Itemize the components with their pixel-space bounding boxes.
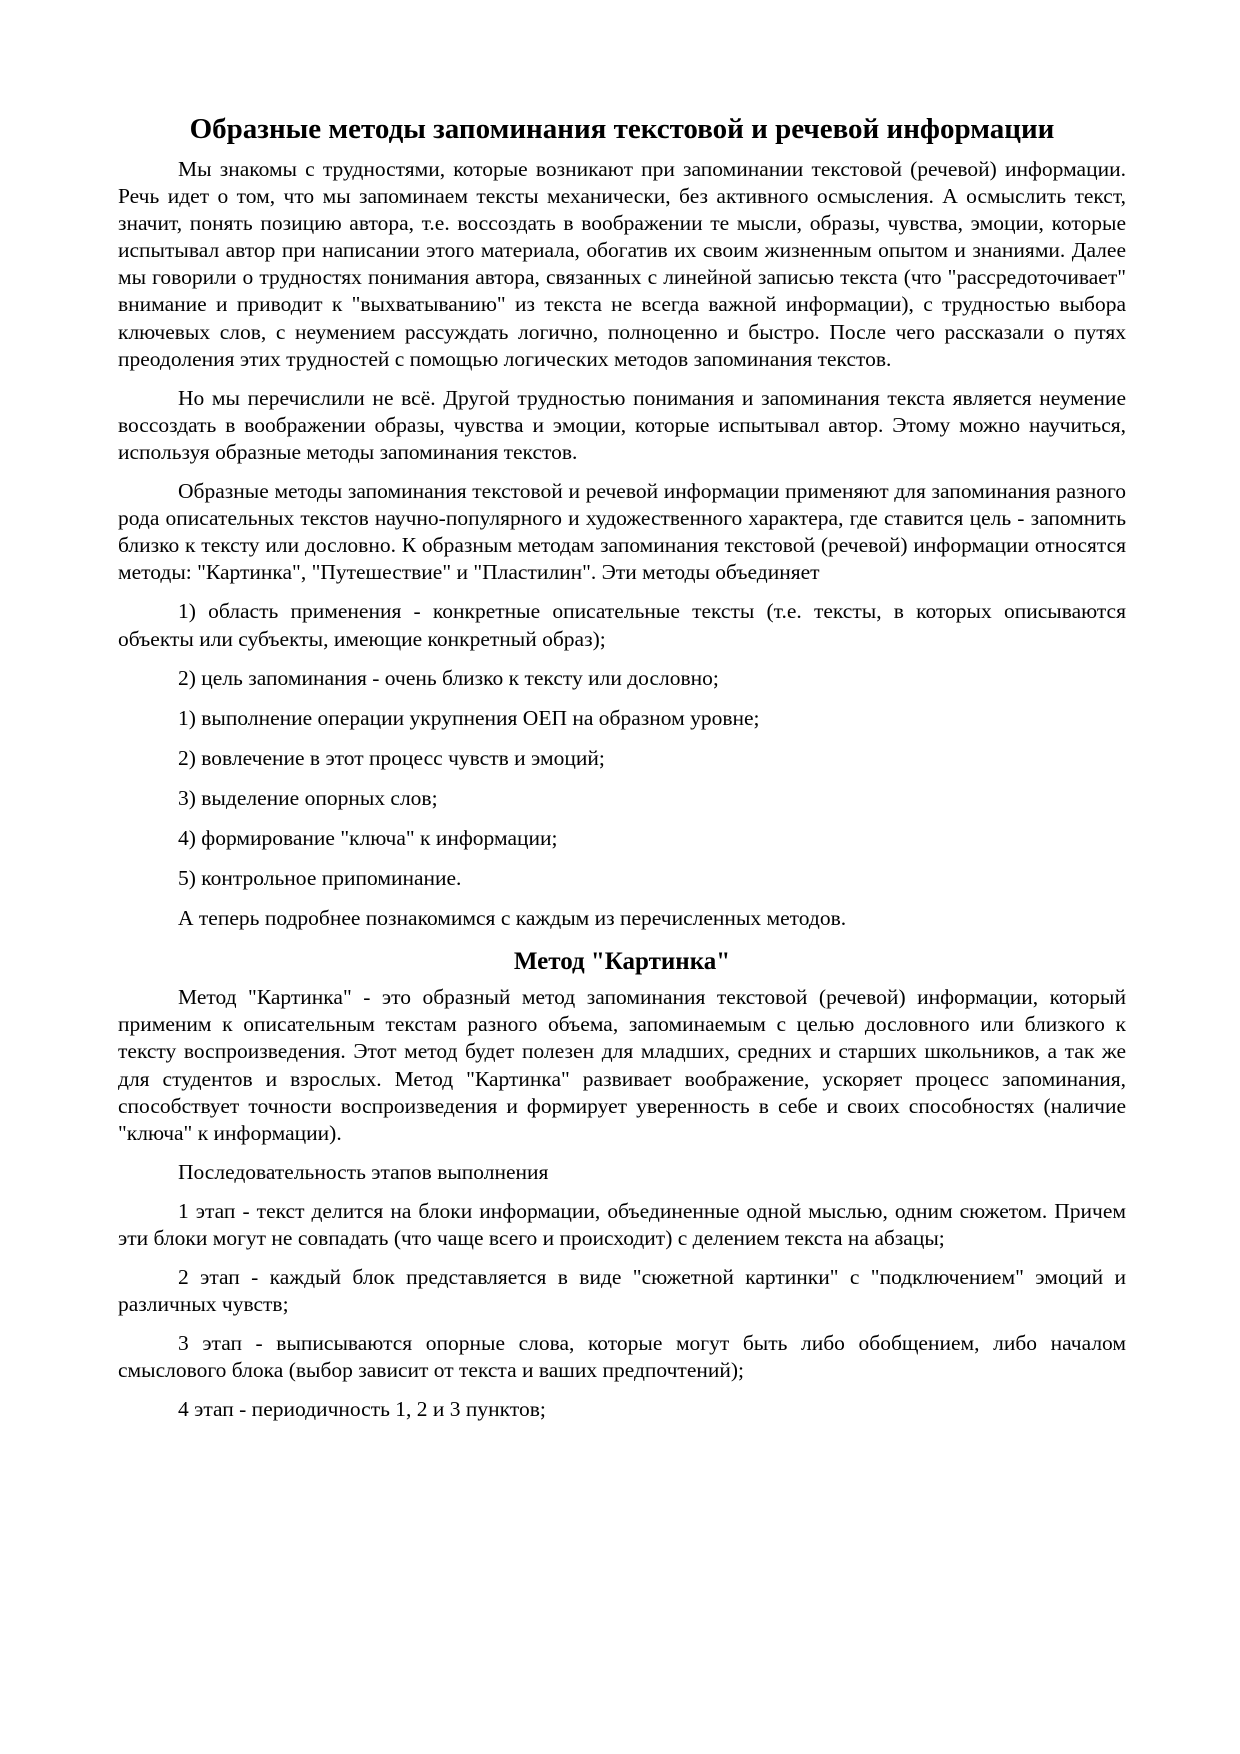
section-heading: Метод "Картинка" (513, 948, 731, 976)
list-item: 5) контрольное припоминание. (178, 866, 462, 891)
intro-paragraph-2: Но мы перечислили не всё. Другой трудностью понимания и запоминания текста является неумение воссоздать в воображении образы, чувства и эмоции, которые испытывал автор. Этому можно научиться, используя образные методы запоминания текстов. (118, 385, 1126, 464)
closing-line: А теперь подробнее познакомимся с каждым из перечисленных методов. (178, 906, 847, 931)
list-item: 1) выполнение операции укрупнения ОЕП на образном уровне; (178, 705, 760, 730)
document-title: Образные методы запоминания текстовой и речевой информации (189, 113, 1055, 145)
stage-item: 4 этап - периодичность 1, 2 и 3 пунктов; (178, 1397, 546, 1422)
stage-item: 3 этап - выписываются опорные слова, которые могут быть либо обобщением, либо началом смыслового блока (выбор зависит от текста и ваших предпочтений); (118, 1331, 1126, 1383)
intro-paragraph-3: Образные методы запоминания текстовой и речевой информации применяют для запоминания разного рода описательных текстов научно-популярного и художественного характера, где ставится цель - запомнить близко к тексту или дословно. К образным методам запоминания текстовой (речевой) информации относятся методы: "Картинка", "Путешествие" и "Пластилин". Эти методы объединяет (118, 479, 1126, 585)
stage-item: 1 этап - текст делится на блоки информации, объединенные одной мыслью, одним сюжетом. Причем эти блоки могут не совпадать (что чаще всего и происходит) с делением текста на абзацы; (118, 1198, 1126, 1250)
list-item: 4) формирование "ключа" к информации; (178, 825, 558, 850)
list-item: 2) цель запоминания - очень близко к тексту или дословно; (178, 665, 719, 690)
list-item: 1) область применения - конкретные описательные тексты (т.е. тексты, в которых описываются объекты или субъекты, имеющие конкретный образ); (118, 599, 1126, 651)
section-description: Метод "Картинка" - это образный метод запоминания текстовой (речевой) информации, который применим к описательным текстам разного объема, запоминаемым с целью дословного или близкого к тексту воспроизведения. Этот метод будет полезен для младших, средних и старших школьников, а так же для студентов и взрослых. Метод "Картинка" развивает воображение, ускоряет процесс запоминания, способствует точности воспроизведения и формирует уверенность в себе и своих способностях (наличие "ключа" к информации). (118, 985, 1126, 1145)
intro-paragraph-1: Мы знакомы с трудностями, которые возникают при запоминании текстовой (речевой) информации. Речь идет о том, что мы запоминаем тексты механически, без активного осмысления. А осмыслить текст, значит, понять позицию автора, т.е. воссоздать в воображении те мысли, образы, чувства, эмоции, которые испытывал автор при написании этого материала, обогатив их своим жизненным опытом и знаниями. Далее мы говорили о трудностях понимания автора, связанных с линейной записью текста (что "рассредоточивает" внимание и приводит к "выхватыванию" из текста не всегда важной информации), с трудностью выбора ключевых слов, с неумением рассуждать логично, полноценно и быстро. После чего рассказали о путях преодоления этих трудностей с помощью логических методов запоминания текстов. (118, 157, 1126, 371)
document-page (118, 112, 1126, 1436)
stage-item: 2 этап - каждый блок представляется в виде "сюжетной картинки" с "подключением" эмоций и различных чувств; (118, 1265, 1126, 1317)
sequence-label: Последовательность этапов выполнения (178, 1159, 549, 1184)
list-item: 3) выделение опорных слов; (178, 785, 438, 810)
list-item: 2) вовлечение в этот процесс чувств и эмоций; (178, 745, 605, 770)
